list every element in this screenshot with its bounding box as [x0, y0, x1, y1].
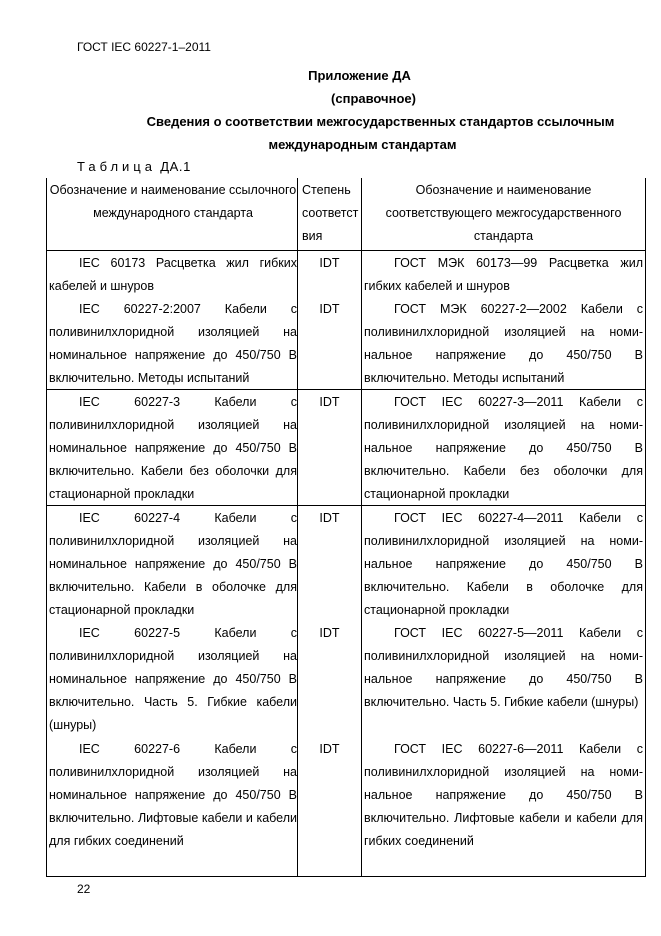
table-row-6-intl: IEC 60227-6 Кабели с поливинилхлоридной изоляцией на номинальное напряжение до 450/750 В включительно. Лифтовые кабели и кабели для гибких соединений — [49, 742, 297, 848]
header-col-degree: Степень соответствия — [302, 183, 359, 243]
table-row-4-intl: IEC 60227-4 Кабели с поливинилхлоридной изоляцией на номинальное напряжение до 450/750 В включительно. Кабели в оболочке для стационарной прокладки — [49, 511, 297, 617]
header-col-national: Обозначение и наименование соответствующего межгосударственного стандарта — [385, 183, 622, 243]
appendix-heading-line1: Сведения о соответствии межгосударственных стандартов ссылочным — [146, 114, 615, 129]
page-number: 22 — [77, 882, 91, 896]
table-row-1-intl: IEC 60173 Расцветка жил гибких кабелей и шнуров — [49, 256, 297, 293]
table-row-5-degree: IDT — [319, 626, 340, 640]
table-label-number: ДА.1 — [160, 159, 191, 174]
table-row-6-national: ГОСТ IEC 60227-6—2011 Кабели с поливинилхлоридной изоляцией на номи-нальное напряжение до 450/750 В включительно. Лифтовые кабели и кабели для гибких соединений — [364, 742, 643, 848]
appendix-heading-line2: международным стандартам — [268, 137, 457, 152]
table-row-5-intl: IEC 60227-5 Кабели с поливинилхлоридной изоляцией на номинальное напряжение до 450/750 В включительно. Часть 5. Гибкие кабели (шнуры) — [49, 626, 297, 732]
header-col-intl: Обозначение и наименование ссылочного международного стандарта — [49, 183, 297, 220]
table-row-1-national: ГОСТ МЭК 60173—99 Расцветка жил гибких кабелей и шнуров — [364, 256, 643, 293]
table-label-word: Таблица — [77, 159, 156, 174]
table-row-3-degree: IDT — [319, 395, 340, 409]
table-row-2-national: ГОСТ МЭК 60227-2—2002 Кабели с поливинилхлоридной изоляцией на номи-нальное напряжение до 450/750 В включительно. Методы испытаний — [364, 302, 643, 385]
row-divider — [47, 250, 645, 251]
appendix-title: Приложение ДА — [308, 68, 411, 83]
table-row-3-national: ГОСТ IEC 60227-3—2011 Кабели с поливинилхлоридной изоляцией на номи-нальное напряжение до 450/750 В включительно. Кабели без оболочки для стационарной прокладки — [364, 395, 643, 501]
column-divider — [297, 178, 298, 876]
table-row-5-national: ГОСТ IEC 60227-5—2011 Кабели с поливинилхлоридной изоляцией на номи-нальное напряжение до 450/750 В включительно. Часть 5. Гибкие кабели (шнуры) — [364, 626, 643, 709]
table-row-1-degree: IDT — [319, 256, 340, 270]
table-row-4-national: ГОСТ IEC 60227-4—2011 Кабели с поливинилхлоридной изоляцией на номи-нальное напряжение до 450/750 В включительно. Кабели в оболочке для стационарной прокладки — [364, 511, 643, 617]
document-code: ГОСТ IEC 60227-1–2011 — [77, 40, 211, 54]
table-row-4-degree: IDT — [319, 511, 340, 525]
table-row-3-intl: IEC 60227-3 Кабели с поливинилхлоридной изоляцией на номинальное напряжение до 450/750 В включительно. Кабели без оболочки для стационарной прокладки — [49, 395, 297, 501]
appendix-subtitle: (справочное) — [331, 91, 416, 106]
table-row-2-intl: IEC 60227-2:2007 Кабели с поливинилхлоридной изоляцией на номинальное напряжение до 450/750 В включительно. Методы испытаний — [49, 302, 297, 385]
table-row-6-degree: IDT — [319, 742, 340, 756]
column-divider — [361, 178, 362, 876]
table-row-2-degree: IDT — [319, 302, 340, 316]
table-frame — [46, 178, 646, 877]
table-label — [77, 159, 191, 174]
